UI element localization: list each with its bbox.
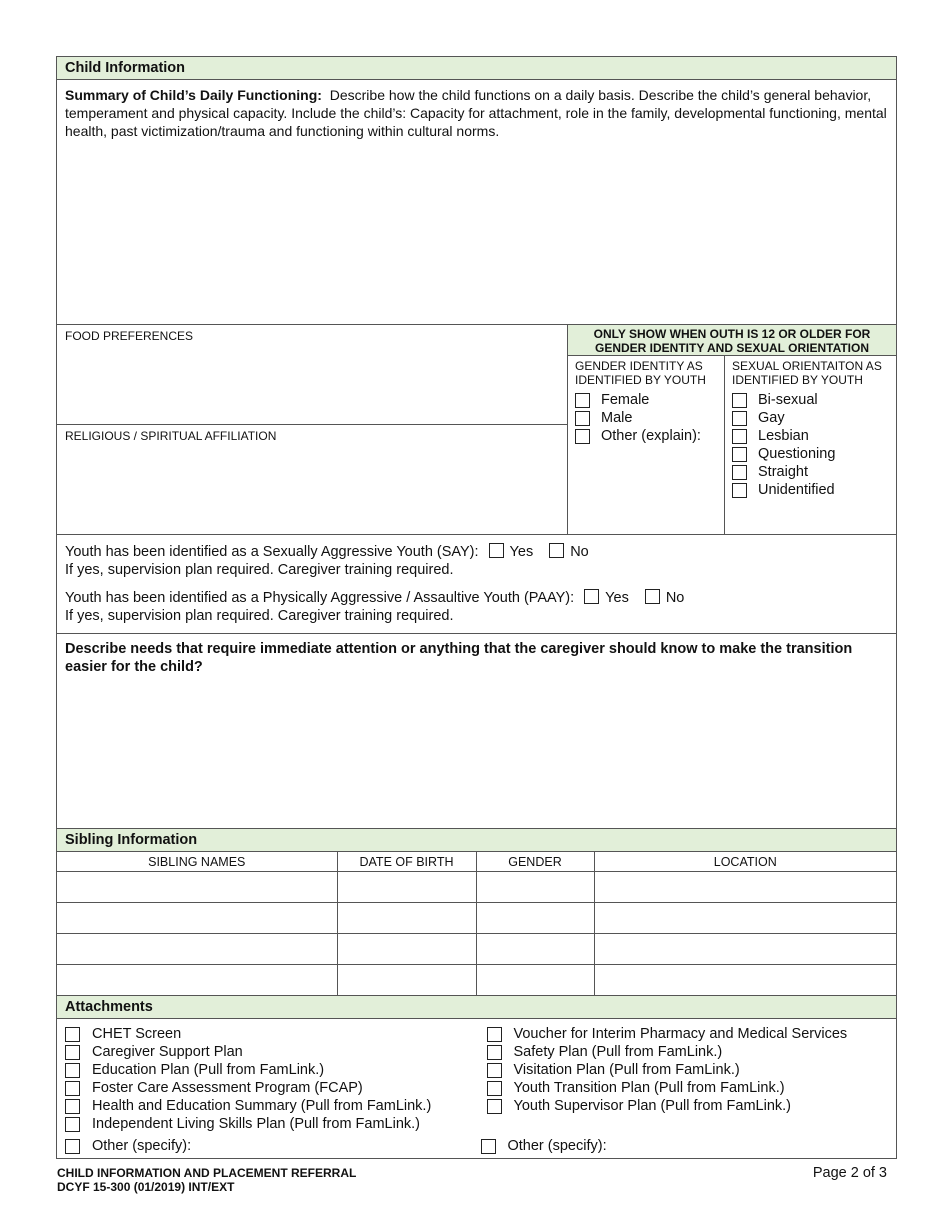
- aggressive-youth-section: [57, 535, 896, 634]
- form-footer: [57, 1166, 356, 1194]
- checkbox[interactable]: [732, 429, 747, 444]
- checkbox[interactable]: [481, 1139, 496, 1154]
- checkbox[interactable]: [487, 1099, 502, 1114]
- checkbox[interactable]: [65, 1139, 80, 1154]
- say-yes-checkbox[interactable]: [489, 543, 504, 558]
- checkbox[interactable]: [575, 429, 590, 444]
- sibling-name-cell[interactable]: [57, 965, 337, 996]
- food-preferences-field[interactable]: [57, 325, 567, 425]
- summary-heading: Summary of Child’s Daily Functioning:: [65, 87, 322, 103]
- gender-cell[interactable]: [476, 872, 594, 903]
- say-note: If yes, supervision plan required. Caregiver training required.: [65, 562, 454, 578]
- table-row: [57, 903, 896, 934]
- daily-functioning-field[interactable]: [57, 80, 896, 325]
- checkbox[interactable]: [65, 1027, 80, 1042]
- form-title: CHILD INFORMATION AND PLACEMENT REFERRAL: [57, 1166, 357, 1180]
- checkbox[interactable]: [732, 483, 747, 498]
- attachment-chet-screen[interactable]: CHET Screen: [65, 1025, 467, 1043]
- column-header-gender: GENDER: [476, 852, 594, 872]
- attachments-section: [57, 1019, 896, 1158]
- checkbox[interactable]: [487, 1045, 502, 1060]
- attachment-youth-transition-plan[interactable]: Youth Transition Plan (Pull from FamLink.): [487, 1079, 889, 1097]
- checkbox[interactable]: [487, 1081, 502, 1096]
- paay-no-checkbox[interactable]: [645, 589, 660, 604]
- gender-identity-label: GENDER IDENTITY AS IDENTIFIED BY YOUTH: [575, 359, 706, 387]
- location-cell[interactable]: [594, 872, 896, 903]
- paay-yes-checkbox[interactable]: [584, 589, 599, 604]
- checkbox[interactable]: [65, 1099, 80, 1114]
- food-preferences-label: FOOD PREFERENCES: [65, 329, 194, 343]
- say-question: Youth has been identified as a Sexually Aggressive Youth (SAY): Yes No: [65, 544, 589, 560]
- attachment-independent-living-plan[interactable]: Independent Living Skills Plan (Pull from FamLink.): [65, 1115, 467, 1133]
- checkbox[interactable]: [65, 1063, 80, 1078]
- referral-form: [56, 56, 897, 1159]
- summary-instructions: Describe how the child functions on a daily basis. Describe the child’s general behavior, temperament and physical capacity. Include the child’s: Capacity for attachment, role in the family, developmental functioning, mental health, past victimization/trauma and functioning within cultural norms.: [65, 87, 887, 139]
- gender-option-male[interactable]: Male: [575, 409, 717, 427]
- table-row: [57, 934, 896, 965]
- attachment-fcap[interactable]: Foster Care Assessment Program (FCAP): [65, 1079, 467, 1097]
- checkbox[interactable]: [732, 447, 747, 462]
- immediate-needs-question: Describe needs that require immediate attention or anything that the caregiver should know to make the transition easier for the child?: [65, 641, 853, 675]
- sibling-information-header: Sibling Information: [57, 829, 896, 852]
- attachments-right-column: [467, 1025, 889, 1154]
- child-information-header: Child Information: [57, 57, 896, 80]
- gender-cell[interactable]: [476, 903, 594, 934]
- paay-note: If yes, supervision plan required. Caregiver training required.: [65, 608, 454, 624]
- attachment-safety-plan[interactable]: Safety Plan (Pull from FamLink.): [487, 1043, 889, 1061]
- orientation-option-gay[interactable]: Gay: [732, 409, 889, 427]
- gender-cell[interactable]: [476, 965, 594, 996]
- orientation-option-straight[interactable]: Straight: [732, 463, 889, 481]
- location-cell[interactable]: [594, 903, 896, 934]
- checkbox[interactable]: [487, 1063, 502, 1078]
- checkbox[interactable]: [575, 411, 590, 426]
- religious-affiliation-label: RELIGIOUS / SPIRITUAL AFFILIATION: [65, 429, 277, 443]
- checkbox[interactable]: [487, 1027, 502, 1042]
- column-header-sibling-names: SIBLING NAMES: [57, 852, 337, 872]
- orientation-option-bisexual[interactable]: Bi-sexual: [732, 391, 889, 409]
- say-no-checkbox[interactable]: [549, 543, 564, 558]
- gender-cell[interactable]: [476, 934, 594, 965]
- gender-option-female[interactable]: Female: [575, 391, 717, 409]
- orientation-option-questioning[interactable]: Questioning: [732, 445, 889, 463]
- attachment-pharmacy-voucher[interactable]: Voucher for Interim Pharmacy and Medical Services: [487, 1025, 889, 1043]
- immediate-needs-field[interactable]: [57, 634, 896, 829]
- gender-identity-column: [568, 356, 725, 534]
- attachments-left-column: [65, 1025, 467, 1154]
- table-row: [57, 965, 896, 996]
- table-row: [57, 872, 896, 903]
- dob-cell[interactable]: [337, 934, 476, 965]
- sibling-name-cell[interactable]: [57, 903, 337, 934]
- sexual-orientation-column: [725, 356, 896, 534]
- orientation-option-unidentified[interactable]: Unidentified: [732, 481, 889, 499]
- checkbox[interactable]: [65, 1045, 80, 1060]
- column-header-date-of-birth: DATE OF BIRTH: [337, 852, 476, 872]
- checkbox[interactable]: [732, 465, 747, 480]
- checkbox[interactable]: [732, 411, 747, 426]
- location-cell[interactable]: [594, 965, 896, 996]
- only-show-notice: ONLY SHOW WHEN OUTH IS 12 OR OLDER FOR GENDER IDENTITY AND SEXUAL ORIENTATION: [568, 325, 896, 356]
- checkbox[interactable]: [65, 1117, 80, 1132]
- dob-cell[interactable]: [337, 965, 476, 996]
- form-code: DCYF 15-300 (01/2019) INT/EXT: [57, 1180, 235, 1194]
- attachment-caregiver-support-plan[interactable]: Caregiver Support Plan: [65, 1043, 467, 1061]
- attachment-education-plan[interactable]: Education Plan (Pull from FamLink.): [65, 1061, 467, 1079]
- gender-option-other[interactable]: Other (explain):: [575, 427, 717, 445]
- attachment-youth-supervisor-plan[interactable]: Youth Supervisor Plan (Pull from FamLink.): [487, 1097, 889, 1115]
- column-header-location: LOCATION: [594, 852, 896, 872]
- page-number: Page 2 of 3: [812, 1165, 887, 1181]
- attachments-header: Attachments: [57, 996, 896, 1019]
- checkbox[interactable]: [575, 393, 590, 408]
- attachment-other-left[interactable]: Other (specify):: [65, 1137, 467, 1155]
- checkbox[interactable]: [732, 393, 747, 408]
- dob-cell[interactable]: [337, 903, 476, 934]
- attachment-other-right[interactable]: Other (specify):: [481, 1137, 889, 1155]
- sibling-name-cell[interactable]: [57, 934, 337, 965]
- preferences-section: [57, 325, 896, 535]
- religious-affiliation-field[interactable]: [57, 425, 567, 534]
- sibling-table: [57, 852, 896, 996]
- attachment-visitation-plan[interactable]: Visitation Plan (Pull from FamLink.): [487, 1061, 889, 1079]
- location-cell[interactable]: [594, 934, 896, 965]
- paay-question: Youth has been identified as a Physically Aggressive / Assaultive Youth (PAAY): Yes No: [65, 590, 685, 606]
- dob-cell[interactable]: [337, 872, 476, 903]
- sexual-orientation-label: SEXUAL ORIENTAITON AS IDENTIFIED BY YOUTH: [732, 359, 882, 387]
- attachment-health-education-summary[interactable]: Health and Education Summary (Pull from FamLink.): [65, 1097, 467, 1115]
- orientation-option-lesbian[interactable]: Lesbian: [732, 427, 889, 445]
- sibling-name-cell[interactable]: [57, 872, 337, 903]
- checkbox[interactable]: [65, 1081, 80, 1096]
